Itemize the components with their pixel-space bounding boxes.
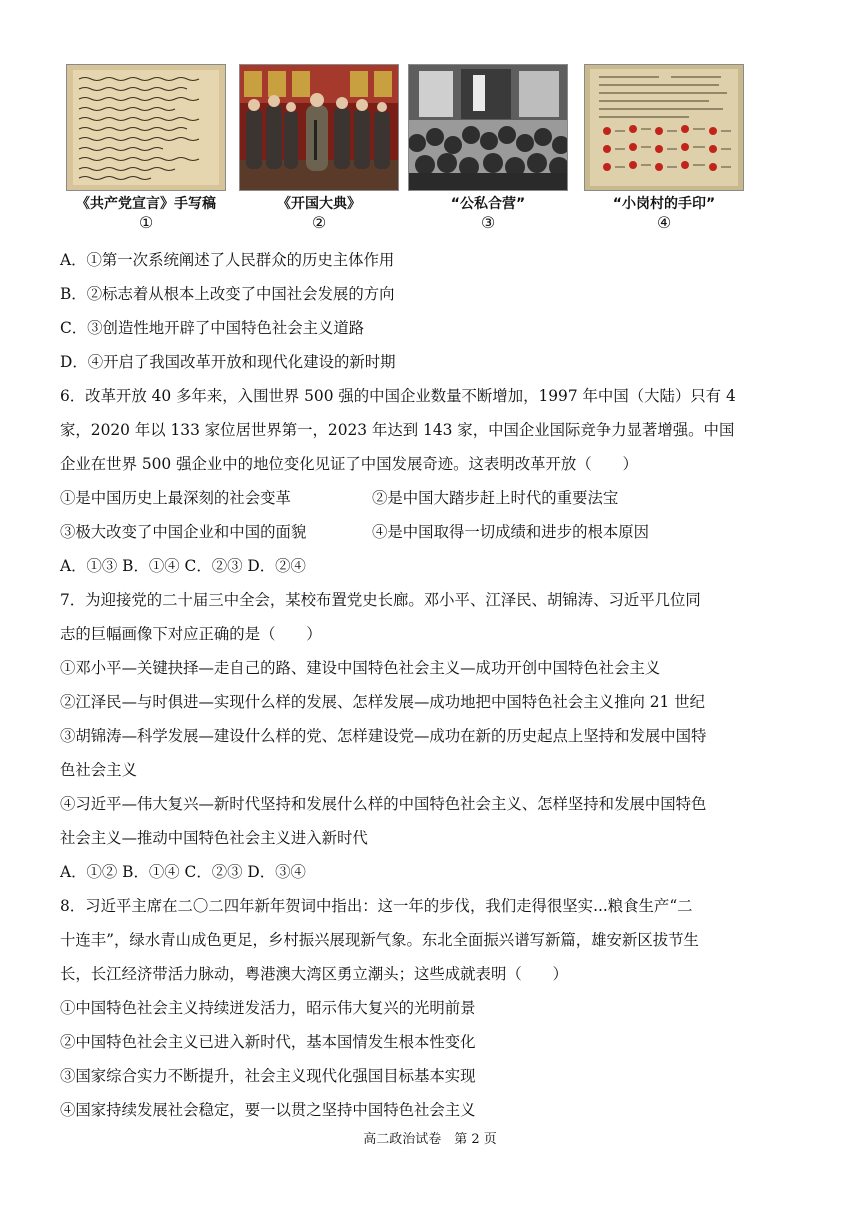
q6-stem-line: 企业在世界 500 强企业中的地位变化见证了中国发展奇迹。这表明改革开放（ ） <box>60 455 638 473</box>
public-private-image <box>408 64 568 191</box>
figure-row <box>66 64 746 234</box>
q8-line: ④国家持续发展社会稳定，要一以贯之坚持中国特色社会主义 <box>60 1101 476 1119</box>
q8-line: ③国家综合实力不断提升，社会主义现代化强国目标基本实现 <box>60 1067 476 1085</box>
q6-stem-line: 家，2020 年以 133 家位居世界第一，2023 年达到 143 家，中国企业国际竞争力显著增强。中国 <box>60 421 735 439</box>
figure-number: ③ <box>480 213 496 232</box>
figure-xiaogang <box>584 64 744 233</box>
q7-line: ②江泽民—与时俱进—实现什么样的发展、怎样发展—成功地把中国特色社会主义推向 21 世纪 <box>60 693 705 711</box>
figure-founding-ceremony <box>239 64 399 233</box>
figure-manifesto <box>66 64 226 233</box>
q6-item-4: ④是中国取得一切成绩和进步的根本原因 <box>372 523 650 541</box>
figure-public-private <box>408 64 568 233</box>
figure-caption: 《开国大典》 <box>277 196 361 212</box>
page-footer: 高二政治试卷 第 2 页 <box>363 1132 497 1147</box>
q7-line: 7．为迎接党的二十届三中全会，某校布置党史长廊。邓小平、江泽民、胡锦涛、习近平几位同 <box>60 591 701 609</box>
q7-line: ①邓小平—关键抉择—走自己的路、建设中国特色社会主义—成功开创中国特色社会主义 <box>60 659 661 677</box>
q7-line: 社会主义—推动中国特色社会主义进入新时代 <box>60 829 368 847</box>
q8-line: 十连丰”，绿水青山成色更足，乡村振兴展现新气象。东北全面振兴谱写新篇，雄安新区拔节生 <box>60 931 699 949</box>
q6-item-3: ③极大改变了中国企业和中国的面貌 <box>60 523 307 541</box>
q7-line: 志的巨幅画像下对应正确的是（ ） <box>60 625 322 643</box>
figure-caption: 《共产党宣言》手写稿 <box>76 196 216 212</box>
figure-number: ② <box>311 213 327 232</box>
figure-number: ① <box>138 213 154 232</box>
q8-line: ②中国特色社会主义已进入新时代，基本国情发生根本性变化 <box>60 1033 476 1051</box>
question-text <box>60 243 805 1127</box>
figure-caption: “小岗村的手印” <box>612 196 716 212</box>
figure-caption: “公私合营” <box>450 196 526 212</box>
q8-line: 8．习近平主席在二〇二四年新年贺词中指出：这一年的步伐，我们走得很坚实...粮食生产“二 <box>60 897 693 915</box>
founding-ceremony-image <box>239 64 399 191</box>
fingerprint-document-image <box>584 64 744 191</box>
q7-answers: A．①② B．①④ C．②③ D．③④ <box>60 863 306 881</box>
figure-number: ④ <box>656 213 672 232</box>
q7-line: ④习近平—伟大复兴—新时代坚持和发展什么样的中国特色社会主义、怎样坚持和发展中国特色 <box>60 795 707 813</box>
q5-option-d: D．④开启了我国改革开放和现代化建设的新时期 <box>60 353 396 371</box>
manuscript-image <box>66 64 226 191</box>
q7-line: ③胡锦涛—科学发展—建设什么样的党、怎样建设党—成功在新的历史起点上坚持和发展中国特 <box>60 727 707 745</box>
q6-stem-line: 6．改革开放 40 多年来，入围世界 500 强的中国企业数量不断增加，1997 年中国（大陆）只有 4 <box>60 387 736 405</box>
q6-items-row-1 <box>60 481 805 515</box>
q5-option-b: B．②标志着从根本上改变了中国社会发展的方向 <box>60 285 395 303</box>
q5-option-c: C．③创造性地开辟了中国特色社会主义道路 <box>60 319 365 337</box>
q6-item-2: ②是中国大踏步赶上时代的重要法宝 <box>372 489 619 507</box>
q5-option-a: A．①第一次系统阐述了人民群众的历史主体作用 <box>60 251 395 269</box>
q6-answers: A．①③ B．①④ C．②③ D．②④ <box>60 557 306 575</box>
q8-line: 长，长江经济带活力脉动，粤港澳大湾区勇立潮头；这些成就表明（ ） <box>60 965 568 983</box>
q6-items-row-2 <box>60 515 805 549</box>
q7-line: 色社会主义 <box>60 761 137 779</box>
q6-item-1: ①是中国历史上最深刻的社会变革 <box>60 489 291 507</box>
q8-line: ①中国特色社会主义持续迸发活力，昭示伟大复兴的光明前景 <box>60 999 476 1017</box>
